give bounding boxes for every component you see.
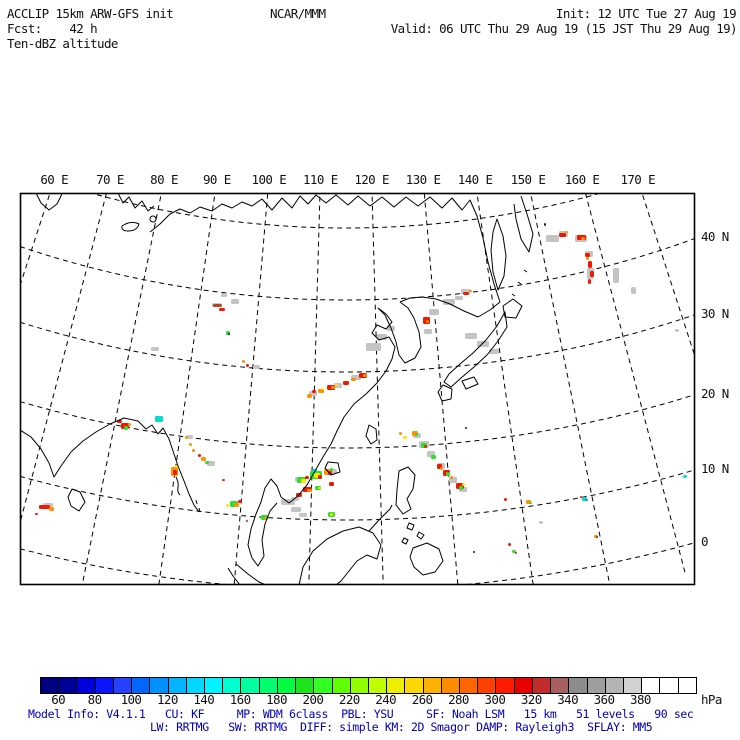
graticule xyxy=(0,127,740,620)
lat-label: 40 N xyxy=(701,229,729,245)
meridian-line xyxy=(522,152,611,593)
meridian-line xyxy=(0,127,72,555)
coast-palawan xyxy=(369,505,392,531)
echo-blob xyxy=(343,381,349,385)
echo-blob xyxy=(242,360,245,363)
colorbar-cell xyxy=(278,678,296,693)
colorbar-cell xyxy=(496,678,514,693)
echo-blob xyxy=(580,496,582,498)
parallel-line xyxy=(20,543,695,590)
coast-india xyxy=(20,418,199,512)
coast-ob-gulf xyxy=(118,193,154,211)
echo-blob xyxy=(477,341,489,347)
echo-blob xyxy=(415,433,418,436)
colorbar-tick-label: 180 xyxy=(266,692,287,707)
echo-blob xyxy=(201,457,206,461)
lat-label: 30 N xyxy=(701,305,729,321)
colorbar-cell xyxy=(588,678,606,693)
colorbar-cell xyxy=(424,678,442,693)
lon-label: 70 E xyxy=(96,172,124,187)
echo-blob xyxy=(469,290,472,292)
colorbar-cell xyxy=(387,678,405,693)
colorbar-tick-label: 200 xyxy=(302,692,324,707)
model-info-line1: Model Info: V4.1.1 CU: KF MP: WDM 6class PBL: YSU SF: Noah LSM 15 km 51 levels 90 sec xyxy=(28,707,694,721)
coast-kamchatka xyxy=(514,196,533,252)
colorbar-cell xyxy=(660,678,678,693)
lon-label: 80 E xyxy=(150,172,178,187)
echo-blob xyxy=(473,551,475,553)
meridian-line xyxy=(472,161,536,606)
init-time-label: Init: 12 UTC Tue 27 Aug 19 xyxy=(555,6,736,21)
echo-blob xyxy=(312,390,316,393)
echo-blob xyxy=(329,482,334,486)
coast-kurils xyxy=(512,270,527,296)
echo-blob xyxy=(446,472,450,476)
echo-blob xyxy=(155,416,163,422)
meridian-line xyxy=(620,127,740,555)
echo-blob xyxy=(508,543,511,546)
lat-label: 10 N xyxy=(701,460,729,476)
echo-blob xyxy=(683,475,687,478)
forecast-hour-label: Fcst: 42 h xyxy=(7,21,98,36)
colorbar-cell xyxy=(478,678,496,693)
echo-blob xyxy=(544,223,546,226)
colorbar-cell xyxy=(624,678,642,693)
echo-blob xyxy=(213,304,222,307)
echo-blob xyxy=(226,504,229,507)
echo-blob xyxy=(185,436,188,439)
lon-label: 100 E xyxy=(251,172,287,187)
colorbar-cell xyxy=(96,678,114,693)
echo-blob xyxy=(351,378,356,381)
colorbar-tick-label: 260 xyxy=(411,692,433,707)
meridian-line xyxy=(232,167,270,615)
colorbar-cell xyxy=(77,678,95,693)
echo-blob xyxy=(219,308,225,311)
lon-label: 170 E xyxy=(620,172,656,187)
colorbar-tick-label: 60 xyxy=(51,692,66,707)
echo-blob xyxy=(459,486,463,490)
echo-blob xyxy=(463,292,469,295)
echo-blob-layer xyxy=(35,223,687,554)
echo-blob xyxy=(462,483,465,486)
coast-lakes xyxy=(122,216,156,231)
echo-blob xyxy=(234,503,239,507)
echo-blob xyxy=(366,343,381,351)
echo-blob xyxy=(318,475,322,479)
echo-blob xyxy=(246,364,249,367)
lat-label: 0 xyxy=(701,533,708,549)
echo-blob xyxy=(49,507,54,511)
model-info-line2: LW: RRTMG SW: RRTMG DIFF: simple KM: 2D Smagor DAMP: Rayleigh3 SFLAY: MM5 xyxy=(150,720,653,734)
echo-blob xyxy=(529,502,532,504)
echo-blob xyxy=(128,423,131,426)
echo-blob xyxy=(631,287,636,294)
colorbar-tick-label: 220 xyxy=(338,692,360,707)
colorbar-cell xyxy=(606,678,624,693)
colorbar-tick-label: 360 xyxy=(593,692,615,707)
echo-blob xyxy=(590,271,594,277)
echo-blob xyxy=(221,293,227,297)
colorbar-cell xyxy=(260,678,278,693)
echo-blob xyxy=(307,489,312,492)
colorbar-tick-label: 100 xyxy=(120,692,142,707)
echo-blob xyxy=(321,388,324,390)
echo-blob xyxy=(330,513,333,516)
echo-blob xyxy=(588,261,592,268)
meridian-line xyxy=(156,161,220,606)
meridian-line xyxy=(371,170,384,620)
echo-blob xyxy=(429,309,439,315)
lon-label: 120 E xyxy=(354,172,389,187)
field-name-label: Ten-dBZ altitude xyxy=(7,36,118,51)
echo-blob xyxy=(173,470,177,475)
echo-blob xyxy=(586,257,589,260)
colorbar-cell xyxy=(642,678,660,693)
coast-borneo xyxy=(299,527,381,585)
colorbar-cell xyxy=(442,678,460,693)
colorbar-unit: hPa xyxy=(701,692,722,707)
echo-blob xyxy=(124,426,128,430)
coast-sumatra xyxy=(228,564,266,585)
colorbar-tick-label: 120 xyxy=(156,692,178,707)
colorbar-tick-label: 280 xyxy=(448,692,469,707)
colorbar-cell xyxy=(241,678,259,693)
lon-label: 140 E xyxy=(457,172,493,187)
echo-blob xyxy=(189,443,192,446)
colorbar-cell xyxy=(460,678,478,693)
colorbar-tick-label: 240 xyxy=(375,692,397,707)
colorbar-cell xyxy=(679,678,696,693)
echo-blob xyxy=(440,467,443,470)
valid-time-label: Valid: 06 UTC Thu 29 Aug 19 (15 JST Thu 29 Aug 19) xyxy=(390,21,737,36)
lon-label: 60 E xyxy=(40,172,69,187)
colorbar-cell xyxy=(369,678,387,693)
model-title: ACCLIP 15km ARW-GFS init xyxy=(7,6,174,21)
echo-blob xyxy=(426,320,429,323)
echo-blob xyxy=(515,552,517,554)
echo-blob xyxy=(585,499,588,501)
colorbar-cell xyxy=(223,678,241,693)
colorbar-cell xyxy=(351,678,369,693)
echo-blob xyxy=(588,279,591,284)
coast-taiwan xyxy=(366,425,377,444)
echo-blob xyxy=(424,445,427,448)
echo-blob xyxy=(581,237,585,240)
echo-blob xyxy=(675,329,679,332)
lon-label: 110 E xyxy=(303,172,338,187)
colorbar-cell xyxy=(296,678,314,693)
echo-blob xyxy=(613,268,619,283)
colorbar-tick-label: 160 xyxy=(229,692,251,707)
echo-blob xyxy=(559,233,566,237)
colorbar-tick-label: 340 xyxy=(557,692,579,707)
colorbar-cell xyxy=(41,678,59,693)
echo-blob xyxy=(455,296,463,300)
echo-blob xyxy=(596,536,598,538)
echo-blob xyxy=(192,449,195,452)
lat-label: 20 N xyxy=(701,385,729,401)
parallel-line xyxy=(20,470,695,520)
echo-blob xyxy=(330,468,333,471)
colorbar-cell xyxy=(551,678,569,693)
echo-blob xyxy=(253,365,260,369)
coast-river-squiggle xyxy=(176,477,180,495)
echo-blob xyxy=(35,513,38,515)
lon-label: 90 E xyxy=(203,172,231,187)
colorbar-cell xyxy=(132,678,150,693)
colorbar-cell xyxy=(405,678,423,693)
echo-blob xyxy=(307,394,312,398)
colorbar-cell xyxy=(533,678,551,693)
echo-blob xyxy=(334,383,342,388)
colorbar-cell xyxy=(569,678,587,693)
coast-arctic xyxy=(150,195,500,302)
echo-blob xyxy=(465,333,477,339)
echo-blob xyxy=(318,487,321,489)
echo-blob xyxy=(291,507,301,512)
echo-blob xyxy=(431,455,436,459)
coast-shikoku xyxy=(462,377,478,389)
coastline-layer xyxy=(20,193,533,585)
echo-blob xyxy=(246,520,248,522)
echo-blob xyxy=(198,454,201,457)
colorbar-cell xyxy=(333,678,351,693)
echo-blob xyxy=(39,505,50,509)
echo-blob xyxy=(231,299,239,304)
coast-visayas xyxy=(402,523,424,544)
coast-kyushu xyxy=(438,385,452,401)
echo-blob xyxy=(151,347,159,351)
coast-mindanao xyxy=(410,543,443,575)
colorbar-tick-label: 300 xyxy=(484,692,506,707)
echo-blob xyxy=(504,498,507,501)
echo-blob xyxy=(403,436,407,439)
echo-blob xyxy=(305,476,309,479)
colorbar-tick-label: 380 xyxy=(630,692,651,707)
colorbar-cell xyxy=(515,678,533,693)
colorbar-tick-label: 80 xyxy=(87,692,102,707)
echo-blob xyxy=(424,329,432,334)
echo-blob xyxy=(301,479,306,483)
coast-srilanka xyxy=(68,489,85,511)
meridian-line xyxy=(422,167,460,615)
map-border xyxy=(21,194,695,585)
colorbar-cell xyxy=(150,678,168,693)
echo-blob xyxy=(222,479,225,481)
echo-blob xyxy=(299,513,307,517)
echo-blob xyxy=(363,374,367,377)
echo-blob xyxy=(450,476,453,479)
echo-blob xyxy=(228,333,230,335)
coast-luzon xyxy=(396,467,415,514)
meridian-line xyxy=(6,141,120,576)
lon-label: 130 E xyxy=(405,172,441,187)
echo-blob xyxy=(465,427,467,429)
colorbar-cell xyxy=(114,678,132,693)
colorbar-tick-label: 140 xyxy=(193,692,215,707)
echo-blob xyxy=(205,461,209,464)
echo-blob xyxy=(331,386,335,389)
echo-blob xyxy=(539,521,543,524)
colorbar-cell xyxy=(314,678,332,693)
colorbar-cell xyxy=(187,678,205,693)
echo-blob xyxy=(335,384,338,386)
lon-label: 160 E xyxy=(564,172,600,187)
echo-blob xyxy=(238,500,242,503)
lon-label: 150 E xyxy=(510,172,546,187)
echo-blob xyxy=(399,432,402,435)
meridian-line xyxy=(572,141,686,576)
colorbar-cell xyxy=(59,678,77,693)
echo-blob xyxy=(585,253,590,257)
colorbar-tick-label: 320 xyxy=(520,692,542,707)
center-org-label: NCAR/MMM xyxy=(270,6,326,21)
echo-blob xyxy=(546,235,559,242)
coast-korea xyxy=(378,302,421,363)
echo-blob xyxy=(565,231,568,233)
colorbar-cell xyxy=(169,678,187,693)
colorbar-cell xyxy=(205,678,223,693)
parallel-line xyxy=(20,315,695,372)
